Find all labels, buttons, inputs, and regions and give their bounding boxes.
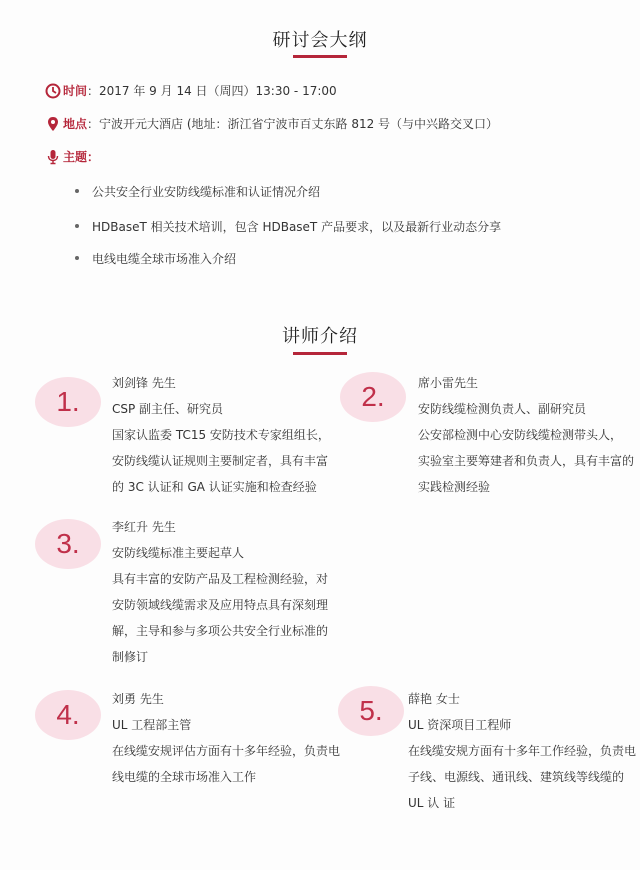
speaker-number-2: 2. (340, 372, 406, 422)
speaker-5-name: 薛艳 女士 (408, 692, 460, 706)
speaker-3-line-5: 制修订 (112, 650, 149, 664)
speaker-2-name: 席小雷先生 (418, 376, 479, 390)
speaker-3-line-1: 安防线缆标准主要起草人 (112, 546, 245, 560)
time-value: ：2017 年 9 月 14 日（周四）13:30 - 17:00 (87, 84, 337, 98)
place-label: 地点 (63, 117, 88, 131)
speaker-2 (418, 370, 634, 500)
speaker-2-line-3: 实验室主要筹建者和负责人，具有丰富的 (418, 454, 635, 468)
speaker-5 (408, 686, 636, 816)
speaker-1-line-1: CSP 副主任、研究员 (112, 402, 224, 416)
speaker-3 (112, 514, 328, 670)
speaker-4 (112, 686, 340, 790)
outline-title: 研讨会大纲 (272, 30, 368, 51)
speaker-number-5: 5. (338, 686, 404, 736)
speaker-3-line-4: 解，主导和参与多项公共安全行业标准的 (112, 624, 329, 638)
speaker-2-line-4: 实践检测经验 (418, 480, 491, 494)
speakers-title: 讲师介绍 (282, 326, 358, 347)
time-row (45, 82, 337, 99)
speaker-2-line-1: 安防线缆检测负责人、副研究员 (418, 402, 587, 416)
speaker-1-name: 刘剑锋 先生 (112, 376, 176, 390)
speaker-number-1: 1. (35, 377, 101, 427)
outline-title-underline (293, 55, 347, 58)
speaker-3-line-3: 安防领域线缆需求及应用特点具有深刻理 (112, 598, 329, 612)
speaker-number-4: 4. (35, 690, 101, 740)
speaker-4-line-1: UL 工程部主管 (112, 718, 192, 732)
speaker-1-line-3: 安防线缆认证规则主要制定者，具有丰富 (112, 454, 329, 468)
speaker-1-line-2: 国家认监委 TC15 安防技术专家组组长， (112, 428, 330, 442)
place-row (45, 115, 498, 132)
place-value: ：宁波开元大酒店 (地址：浙江省宁波市百丈东路 812 号（与中兴路交叉口） (87, 117, 499, 131)
microphone-icon (45, 149, 61, 165)
speaker-1 (112, 370, 330, 500)
topic-item-1: 公共安全行业安防线缆标准和认证情况介绍 (92, 185, 321, 199)
speaker-3-line-2: 具有丰富的安防产品及工程检测经验，对 (112, 572, 329, 586)
time-label: 时间 (63, 84, 88, 98)
topic-row (45, 148, 99, 165)
speakers-title-underline (293, 352, 347, 355)
speaker-1-line-4: 的 3C 认证和 GA 认证实施和检查经验 (112, 480, 317, 494)
speaker-number-3: 3. (35, 519, 101, 569)
speaker-5-line-1: UL 资深项目工程师 (408, 718, 512, 732)
speaker-4-line-2: 在线缆安规评估方面有十多年经验，负责电 (112, 744, 341, 758)
speaker-4-line-3: 线电缆的全球市场准入工作 (112, 770, 257, 784)
topic-label: 主题 (63, 150, 88, 164)
speaker-5-line-4: UL 认 证 (408, 796, 456, 810)
speaker-4-name: 刘勇 先生 (112, 692, 164, 706)
topic-colon: ： (87, 150, 100, 164)
location-pin-icon (45, 116, 61, 132)
topic-item-2: HDBaseT 相关技术培训，包含 HDBaseT 产品要求，以及最新行业动态分享 (92, 220, 502, 234)
speaker-5-line-2: 在线缆安规方面有十多年工作经验，负责电 (408, 744, 637, 758)
topic-item-3: 电线电缆全球市场准入介绍 (92, 252, 237, 266)
speaker-3-name: 李红升 先生 (112, 520, 176, 534)
speaker-2-line-2: 公安部检测中心安防线缆检测带头人， (418, 428, 623, 442)
speaker-5-line-3: 子线、电源线、通讯线、建筑线等线缆的 (408, 770, 625, 784)
clock-icon (45, 83, 61, 99)
